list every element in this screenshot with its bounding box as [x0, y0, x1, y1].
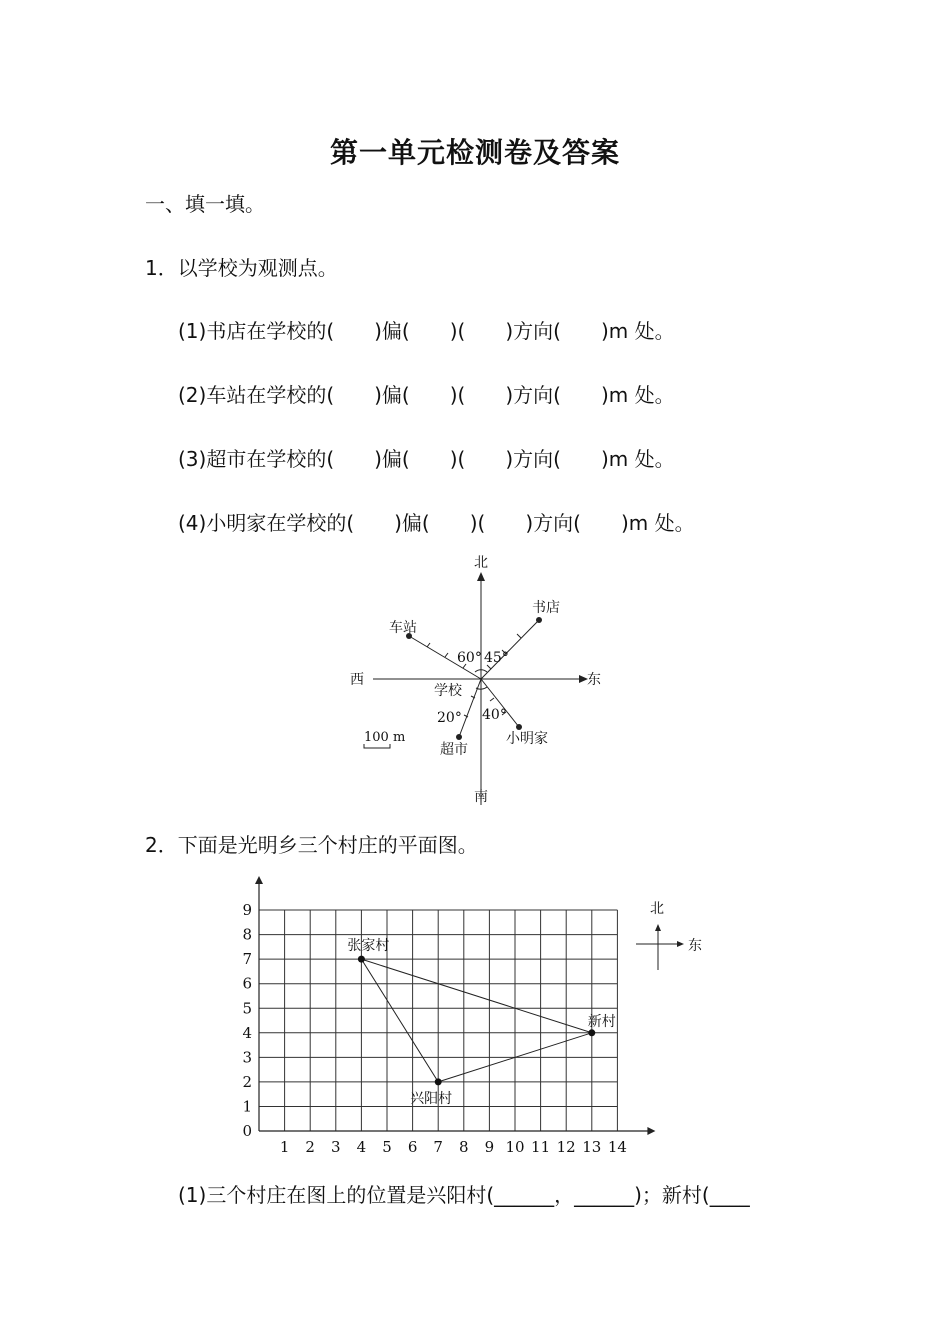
x-tick-label: 1 — [279, 1138, 290, 1156]
home-label: 小明家 — [506, 731, 548, 747]
x-tick-label: 12 — [556, 1138, 576, 1156]
question-1-item-3: (3)超市在学校的( )偏( )( )方向( )m 处。 — [178, 447, 675, 471]
south-label: 南 — [474, 789, 488, 805]
x-tick-label: 5 — [382, 1138, 392, 1156]
x-tick-label: 9 — [484, 1138, 495, 1156]
village-point — [358, 956, 365, 963]
east-label: 东 — [587, 672, 601, 688]
bookstore-label: 书店 — [532, 600, 560, 616]
station-label: 车站 — [389, 620, 417, 636]
question-2-stem: 2．下面是光明乡三个村庄的平面图。 — [145, 833, 478, 857]
village-label: 兴阳村 — [410, 1090, 453, 1107]
compass-north-label: 北 — [650, 901, 664, 917]
north-label: 北 — [474, 555, 488, 571]
question-1-item-2: (2)车站在学校的( )偏( )( )方向( )m 处。 — [178, 383, 675, 407]
angle-20: 20° — [437, 710, 462, 726]
angle-60: 60° — [457, 650, 482, 666]
x-axis-arrow — [647, 1127, 655, 1135]
village-point — [435, 1078, 442, 1085]
angle-45: 45° — [484, 650, 509, 666]
compass-east-label: 东 — [688, 938, 702, 954]
question-2-item-1: (1)三个村庄在图上的位置是兴阳村(______，______)；新村(____ — [178, 1183, 750, 1207]
question-1-item-4: (4)小明家在学校的( )偏( )( )方向( )m 处。 — [178, 511, 695, 535]
page-title: 第一单元检测卷及答案 — [329, 136, 620, 169]
west-label: 西 — [350, 672, 364, 688]
x-tick-label: 2 — [305, 1138, 315, 1156]
y-tick-label: 6 — [242, 974, 252, 993]
y-tick-label: 1 — [242, 1097, 252, 1116]
x-tick-label: 6 — [407, 1138, 418, 1156]
y-tick-label: 0 — [242, 1122, 252, 1140]
angle-40: 40° — [482, 707, 507, 723]
village-triangle — [361, 959, 591, 1082]
x-tick-label: 11 — [531, 1138, 551, 1156]
village-label: 新村 — [587, 1013, 616, 1030]
supermarket-label: 超市 — [440, 742, 468, 758]
x-tick-label: 10 — [505, 1138, 525, 1156]
x-tick-label: 7 — [433, 1138, 443, 1156]
x-tick-label: 4 — [356, 1138, 367, 1156]
village-point — [588, 1029, 595, 1036]
y-axis-arrow — [255, 876, 263, 884]
question-1-item-1: (1)书店在学校的( )偏( )( )方向( )m 处。 — [178, 319, 675, 343]
question-1-stem: 1．以学校为观测点。 — [145, 256, 338, 280]
y-tick-label: 4 — [242, 1023, 252, 1042]
x-tick-label: 14 — [607, 1138, 627, 1156]
x-tick-label: 3 — [331, 1138, 341, 1156]
y-tick-label: 8 — [242, 925, 252, 944]
section-heading: 一、填一填。 — [145, 192, 265, 216]
village-label: 张家村 — [347, 938, 390, 955]
y-tick-label: 5 — [242, 999, 252, 1018]
scale-label: 100 m — [364, 730, 406, 745]
y-tick-label: 9 — [242, 901, 252, 920]
y-tick-label: 2 — [242, 1072, 252, 1091]
x-tick-label: 13 — [582, 1138, 602, 1156]
origin-label: 学校 — [434, 683, 462, 699]
y-tick-label: 7 — [242, 950, 252, 969]
y-tick-label: 3 — [242, 1048, 252, 1067]
compass — [636, 901, 702, 970]
x-tick-label: 8 — [459, 1138, 469, 1156]
